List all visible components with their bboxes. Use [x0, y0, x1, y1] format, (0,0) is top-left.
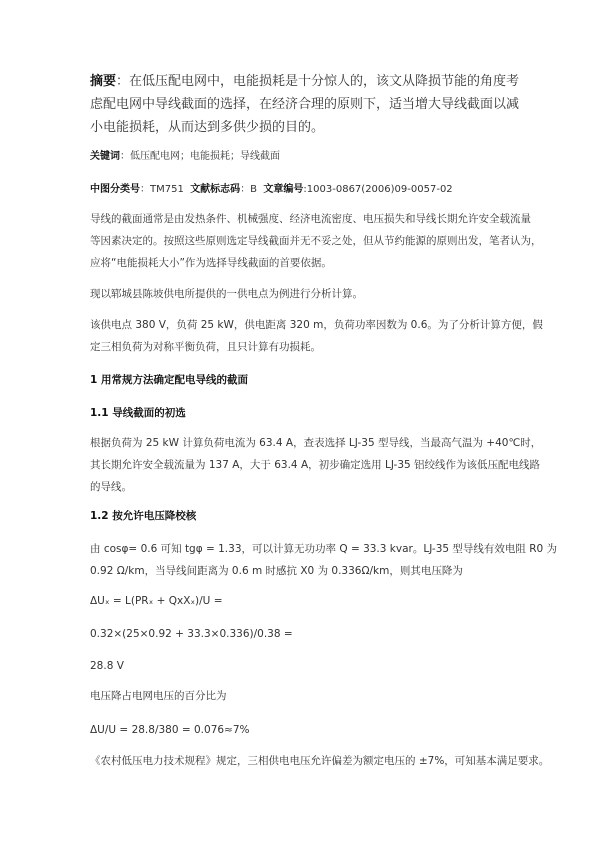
conclusion-paragraph: 《农村低压电力技术规程》规定，三相供电电压允许偏差为额定电压的 ±7%，可知基本满足要求。: [90, 755, 550, 767]
keywords-text: ：低压配电网；电能损耗；导线截面: [120, 151, 280, 162]
section-1-1-heading: 1.1 导线截面的初选: [90, 407, 186, 419]
voltage-drop-formula: ΔUₓ = L(PRₓ + QxXₓ)/U =: [90, 595, 223, 607]
text-line: 导线的截面通常是由发热条件、机械强度、经济电流密度、电压损失和导线长期允许安全载流量: [90, 213, 531, 225]
text-line: 该供电点 380 V，负荷 25 kW，供电距离 320 m，负荷功率因数为 0.6。为了分析计算方便，假: [90, 319, 543, 331]
keywords-label: 关键词: [90, 151, 120, 162]
article-number-value: :1003-0867(2006)09-0057-02: [303, 184, 453, 195]
doc-code-value: ：B: [240, 184, 258, 195]
text-line: 定三相负荷为对称平衡负荷，且只计算有功损耗。: [90, 341, 321, 353]
text-line: 0.92 Ω/km，当导线间距离为 0.6 m 时感抗 X0 为 0.336Ω/km，则其电压降为: [90, 565, 463, 577]
article-number-label: 文章编号: [263, 184, 304, 195]
doc-code-label: 文献标志码: [190, 184, 241, 195]
abstract: [90, 70, 522, 139]
conditions-paragraph: [90, 314, 543, 358]
section-1-2-heading: 1.2 按允许电压降校核: [90, 510, 197, 522]
text-line: 由 cosφ= 0.6 可知 tgφ = 1.33，可以计算无功功率 Q = 33.3 kvar。LJ-35 型导线有效电阻 R0 为: [90, 543, 558, 555]
section-1-1-paragraph: [90, 432, 542, 498]
text-line: 其长期允许安全载流量为 137 A，大于 63.4 A，初步确定选用 LJ-35 铝绞线作为该低压配电线路: [90, 459, 541, 471]
keywords: [90, 146, 522, 168]
text-line: 应将“电能损耗大小”作为选择导线截面的首要依据。: [90, 257, 332, 269]
text-line: 根据负荷为 25 kW 计算负荷电流为 63.4 A，查表选择 LJ-35 型导线，当最高气温为 +40℃时，: [90, 437, 542, 449]
percent-intro: 电压降占电网电压的百分比为: [90, 690, 227, 702]
abstract-text: ：在低压配电网中，电能损耗是十分惊人的，该文从降损节能的角度考虑配电网中导线截面的选择，在经济合理的原则下，适当增大导线截面以减小电能损耗，从而达到多供少损的目的。: [90, 74, 520, 135]
text-line: 等因素决定的。按照这些原则选定导线截面并无不妥之处，但从节约能源的原则出发，笔者认为，: [90, 235, 542, 247]
intro-paragraph: [90, 208, 542, 274]
percent-formula: ΔU/U = 28.8/380 = 0.076≈7%: [90, 724, 250, 736]
clc-value: ：TM751: [140, 184, 184, 195]
classification-line: [90, 179, 522, 201]
voltage-drop-calculation: 0.32×(25×0.92 + 33.3×0.336)/0.38 =: [90, 628, 293, 640]
abstract-label: 摘要: [90, 74, 117, 89]
text-line: 的导线。: [90, 481, 132, 493]
section-1-heading: 1 用常规方法确定配电导线的截面: [90, 374, 248, 386]
voltage-drop-result: 28.8 V: [90, 660, 124, 672]
section-1-2-paragraph: [90, 538, 558, 582]
example-paragraph: 现以郓城县陈坡供电所提供的一供电点为例进行分析计算。: [90, 288, 363, 300]
clc-label: 中图分类号: [90, 184, 140, 195]
